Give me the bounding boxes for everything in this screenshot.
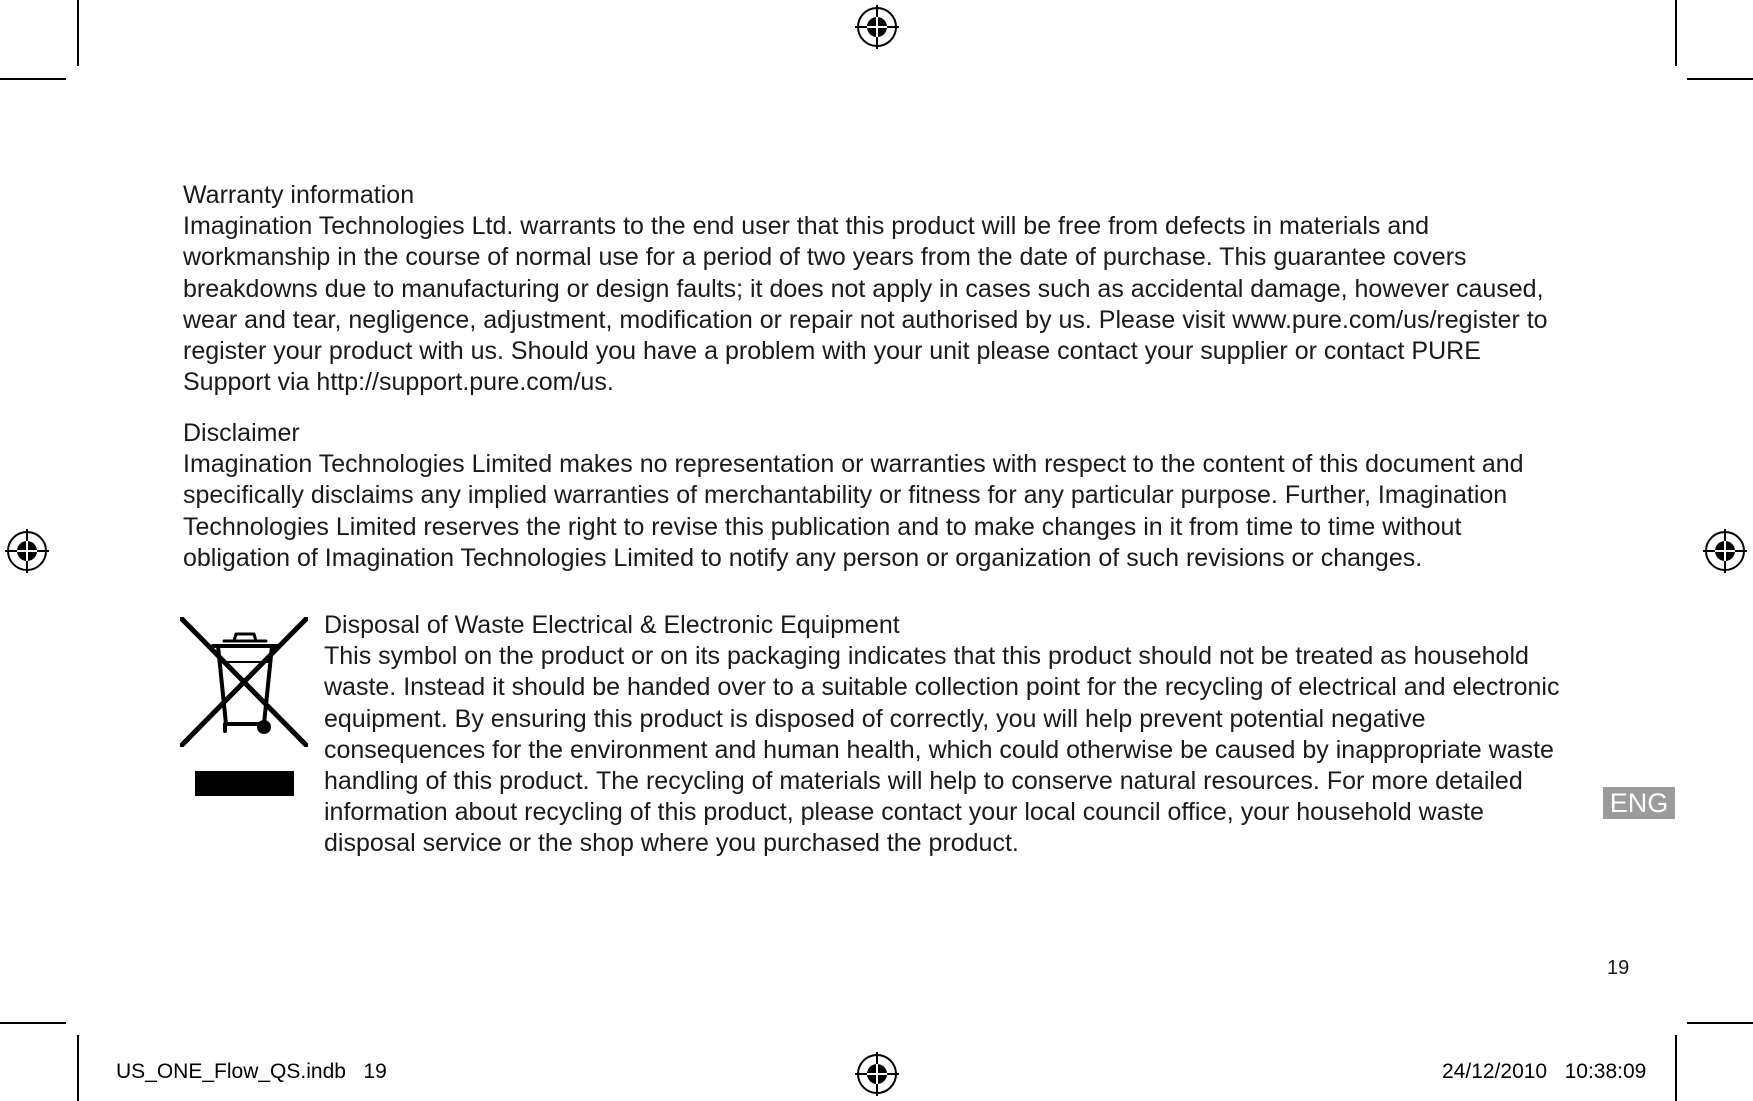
crop-mark — [1687, 1022, 1753, 1024]
crop-mark — [0, 1022, 66, 1024]
crop-mark — [77, 1035, 79, 1101]
crop-mark — [1675, 0, 1677, 66]
footer-timestamp: 24/12/2010 10:38:09 — [1442, 1060, 1647, 1083]
registration-mark-icon — [5, 529, 49, 573]
language-tag: ENG — [1603, 787, 1675, 819]
disclaimer-section — [183, 418, 1563, 574]
warranty-heading: Warranty information — [183, 181, 415, 209]
registration-mark-icon — [855, 1052, 899, 1096]
weee-body: This symbol on the product or on its packaging indicates that this product should not be treated as household waste. Instead it should be handed over to a suitable collection point for the recycling of electrical and electronic equipment. By ensuring this product is disposed of correctly, you will help prevent potential negative consequences for the environment and human health, which could otherwise be caused by inappropriate waste handling of this product. The recycling of materials will help to conserve natural resources. For more detailed information about recycling of this product, please contact your local council office, your household waste disposal service or the shop where you purchased the product. — [324, 642, 1560, 858]
weee-heading: Disposal of Waste Electrical & Electronic Equipment — [324, 611, 900, 639]
page-number: 19 — [1607, 957, 1630, 979]
disclaimer-body: Imagination Technologies Limited makes no representation or warranties with respect to the content of this document and specifically disclaims any implied warranties of merchantability or fitness for any particular purpose. Further, Imagination Technologies Limited reserves the right to revise this publication and to make changes in it from time to time without obligation of Imagination Technologies Limited to notify any person or organization of such revisions or changes. — [183, 450, 1524, 572]
registration-mark-icon — [855, 5, 899, 49]
crop-mark — [77, 0, 79, 66]
weee-date-bar — [195, 771, 294, 796]
crossed-out-wheelie-bin-icon — [180, 617, 308, 747]
warranty-section — [183, 180, 1563, 398]
weee-section — [324, 610, 1574, 860]
warranty-body: Imagination Technologies Ltd. warrants to the end user that this product will be free from defects in materials and workmanship in the course of normal use for a period of two years from the date of purchase. This guarantee covers breakdowns due to manufacturing or design faults; it does not apply in cases such as accidental damage, however caused, wear and tear, negligence, adjustment, modification or repair not authorised by us. Please visit www.pure.com/us/register to register your product with us. Should you have a problem with your unit please contact your supplier or contact PURE Support via http://support.pure.com/us. — [183, 212, 1548, 397]
crop-mark — [1687, 78, 1753, 80]
crop-mark — [0, 78, 66, 80]
footer-file-name: US_ONE_Flow_QS.indb 19 — [116, 1060, 387, 1083]
registration-mark-icon — [1703, 529, 1747, 573]
disclaimer-heading: Disclaimer — [183, 419, 300, 447]
crop-mark — [1675, 1035, 1677, 1101]
